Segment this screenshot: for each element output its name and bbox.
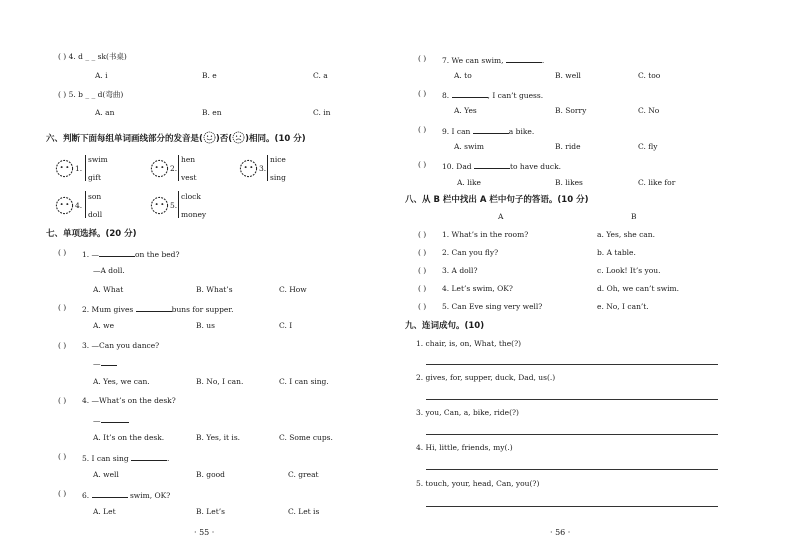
sentence-5-answer-line[interactable]: [426, 506, 718, 507]
s7q2-option-b[interactable]: B. us: [196, 321, 215, 330]
q4-option-b[interactable]: B. e: [202, 71, 217, 80]
q7-option-c[interactable]: C. too: [638, 71, 661, 80]
q7-blank[interactable]: [506, 55, 545, 65]
left-page-number: · 55 ·: [194, 528, 215, 537]
s7q2-stem: [82, 304, 234, 314]
s7q6-bracket[interactable]: ( ): [58, 489, 67, 498]
pair-4-number: 4.: [75, 201, 83, 210]
q8-stem: [442, 90, 543, 100]
s7q3-reply-blank[interactable]: [101, 359, 117, 366]
q7-stem: [442, 55, 544, 65]
match-4-b: d. Oh, we can’t swim.: [597, 284, 680, 293]
s7q6-blank[interactable]: [92, 490, 128, 498]
sentence-2-answer-line[interactable]: [426, 399, 718, 400]
s7q5-option-b[interactable]: B. good: [196, 470, 225, 479]
pair-5-word-2: money: [181, 210, 207, 219]
sad-face-icon: [232, 131, 245, 144]
q7-stem-a: 7. We can swim,: [442, 56, 504, 65]
s7q2-stem-b: buns for supper.: [171, 305, 234, 314]
s7q3-option-a[interactable]: A. Yes, we can.: [93, 377, 150, 386]
q9-stem-b: a bike.: [508, 127, 535, 136]
smiley-face-icon: [203, 131, 216, 144]
q9-stem: [442, 126, 534, 136]
q4-stem: ( ) 4. d _ _ sk(书桌): [58, 52, 127, 61]
pair-3-word-1: nice: [270, 155, 286, 164]
s7q6-stem: [82, 490, 170, 500]
match-5-b: e. No, I can’t.: [597, 302, 649, 311]
pair-3-number: 3.: [259, 164, 267, 173]
q7-option-a[interactable]: A. to: [454, 71, 472, 80]
pair-2-word-1: hen: [181, 155, 196, 164]
q10-option-c[interactable]: C. like for: [638, 178, 676, 187]
s7q4-stem: 4. —What’s on the desk?: [82, 396, 176, 405]
match-2-b: b. A table.: [597, 248, 636, 257]
sentence-3-words: 3. you, Can, a, bike, ride(?): [416, 408, 519, 417]
match-1-b: a. Yes, she can.: [597, 230, 655, 239]
q8-option-a[interactable]: A. Yes: [454, 106, 477, 115]
match-3-a: 3. A doll?: [442, 266, 478, 275]
s7q6-stem-a: 6.: [82, 491, 90, 500]
column-b-header: B: [631, 212, 637, 221]
q5-option-a[interactable]: A. an: [95, 108, 115, 117]
pair-5-word-1: clock: [181, 192, 201, 201]
s7q1-bracket[interactable]: ( ): [58, 248, 67, 257]
pair-1-bracket: [85, 155, 86, 181]
pair-1-word-2: gift: [88, 173, 101, 182]
pair-2-number: 2.: [170, 164, 178, 173]
section-6-title-a: 六、判断下面每组单词画线部分的发音是(: [46, 134, 203, 144]
column-a-header: A: [498, 212, 504, 221]
pair-3-word-2: sing: [270, 173, 286, 182]
s7q4-bracket[interactable]: ( ): [58, 396, 67, 405]
s7q6-option-b[interactable]: B. Let’s: [196, 507, 225, 516]
q10-stem-a: 10. Dad: [442, 162, 472, 171]
sentence-1-answer-line[interactable]: [426, 364, 718, 365]
q10-option-b[interactable]: B. likes: [555, 178, 583, 187]
s7q1-blank[interactable]: [99, 249, 135, 257]
q9-option-c[interactable]: C. fly: [638, 142, 658, 151]
sentence-3-answer-line[interactable]: [426, 434, 718, 435]
pair-4-answer-face-icon[interactable]: [55, 196, 74, 215]
pair-2-answer-face-icon[interactable]: [150, 159, 169, 178]
section-7-heading: 七、单项选择。(20 分): [46, 229, 137, 239]
q5-stem: ( ) 5. b _ _ d(弯曲): [58, 90, 124, 99]
pair-4-word-1: son: [88, 192, 102, 201]
s7q5-option-a[interactable]: A. well: [93, 470, 119, 479]
s7q4-reply-blank[interactable]: [101, 415, 129, 423]
section-8-heading: 八、从 B 栏中找出 A 栏中句子的答语。(10 分): [405, 195, 589, 205]
s7q3-stem: 3. —Can you dance?: [82, 341, 160, 350]
pair-1-number: 1.: [75, 164, 83, 173]
pair-3-answer-face-icon[interactable]: [239, 159, 258, 178]
match-5-bracket[interactable]: ( ): [418, 302, 427, 311]
pair-4-bracket: [85, 191, 86, 218]
s7q4-reply: [93, 415, 129, 425]
s7q5-option-c[interactable]: C. great: [288, 470, 319, 479]
section-6-title-b: )否(: [215, 134, 233, 144]
pair-2-bracket: [178, 155, 179, 181]
s7q3-bracket[interactable]: ( ): [58, 341, 67, 350]
q7-stem-b: .: [541, 56, 545, 65]
q8-stem-b: , I can’t guess.: [487, 91, 544, 100]
q9-blank[interactable]: [473, 126, 509, 134]
s7q2-option-a[interactable]: A. we: [93, 321, 115, 330]
match-2-bracket[interactable]: ( ): [418, 248, 427, 257]
s7q4-reply-dash: —: [93, 416, 101, 425]
s7q5-bracket[interactable]: ( ): [58, 452, 67, 461]
s7q5-stem-b: .: [167, 454, 170, 463]
s7q1-option-b[interactable]: B. What’s: [196, 285, 233, 294]
q7-option-b[interactable]: B. well: [555, 71, 581, 80]
q10-option-a[interactable]: A. like: [457, 178, 481, 187]
q10-bracket[interactable]: ( ): [418, 160, 427, 169]
s7q1-stem-b: on the bed?: [135, 250, 180, 259]
pair-3-bracket: [267, 155, 268, 181]
match-1-bracket[interactable]: ( ): [418, 230, 427, 239]
q8-bracket[interactable]: ( ): [418, 89, 427, 98]
q8-blank[interactable]: [452, 90, 488, 98]
s7q1-option-a[interactable]: A. What: [93, 285, 124, 294]
pair-5-number: 5.: [170, 201, 178, 210]
s7q6-stem-b: swim, OK?: [129, 491, 171, 500]
match-4-bracket[interactable]: ( ): [418, 284, 427, 293]
q8-option-b[interactable]: B. Sorry: [555, 106, 587, 115]
s7q1-reply: —A doll.: [93, 266, 125, 275]
s7q2-option-c[interactable]: C. I: [279, 321, 293, 330]
pair-5-bracket: [178, 191, 179, 218]
s7q1-stem-a: 1. —: [82, 250, 100, 259]
section-9-heading: 九、连词成句。(10): [405, 321, 485, 331]
s7q6-option-c[interactable]: C. Let is: [288, 507, 320, 516]
s7q4-option-a[interactable]: A. It’s on the desk.: [93, 433, 165, 442]
section-6-heading: [46, 131, 306, 144]
sentence-5-words: 5. touch, your, head, Can, you(?): [416, 479, 540, 488]
q4-option-a[interactable]: A. i: [95, 71, 108, 80]
q10-stem: [442, 161, 561, 171]
s7q1-option-c[interactable]: C. How: [279, 285, 307, 294]
pair-1-word-1: swim: [88, 155, 108, 164]
sentence-4-answer-line[interactable]: [426, 469, 718, 470]
sentence-2-words: 2. gives, for, supper, duck, Dad, us(.): [416, 373, 556, 382]
q9-option-a[interactable]: A. swim: [454, 142, 484, 151]
s7q3-option-c[interactable]: C. I can sing.: [279, 377, 329, 386]
match-3-b: c. Look! It’s you.: [597, 266, 661, 275]
pair-4-word-2: doll: [88, 210, 103, 219]
s7q3-option-b[interactable]: B. No, I can.: [196, 377, 244, 386]
s7q3-reply-dash: —: [93, 359, 101, 368]
s7q5-stem: [82, 453, 169, 463]
right-page-number: · 56 ·: [550, 528, 571, 537]
q4-option-c[interactable]: C. a: [313, 71, 328, 80]
pair-1-answer-face-icon[interactable]: [55, 159, 74, 178]
s7q5-stem-a: 5. I can sing: [82, 454, 129, 463]
match-3-bracket[interactable]: ( ): [418, 266, 427, 275]
match-5-a: 5. Can Eve sing very well?: [442, 302, 543, 311]
s7q6-option-a[interactable]: A. Let: [93, 507, 116, 516]
match-2-a: 2. Can you fly?: [442, 248, 499, 257]
sentence-1-words: 1. chair, is, on, What, the(?): [416, 339, 522, 348]
q8-option-c[interactable]: C. No: [638, 106, 660, 115]
q8-stem-a: 8.: [442, 91, 450, 100]
s7q2-blank[interactable]: [136, 304, 172, 312]
s7q3-reply: [93, 359, 117, 368]
s7q4-option-b[interactable]: B. Yes, it is.: [196, 433, 241, 442]
sentence-4-words: 4. Hi, little, friends, my(.): [416, 443, 513, 452]
s7q2-stem-a: 2. Mum gives: [82, 305, 134, 314]
q10-stem-b: to have duck.: [510, 162, 562, 171]
s7q1-stem: [82, 249, 180, 259]
pair-2-word-2: vest: [181, 173, 197, 182]
q5-option-b[interactable]: B. en: [202, 108, 222, 117]
s7q4-option-c[interactable]: C. Some cups.: [279, 433, 333, 442]
q7-bracket[interactable]: ( ): [418, 54, 427, 63]
s7q5-blank[interactable]: [131, 453, 170, 463]
q9-option-b[interactable]: B. ride: [555, 142, 581, 151]
q9-bracket[interactable]: ( ): [418, 125, 427, 134]
match-4-a: 4. Let’s swim, OK?: [442, 284, 513, 293]
s7q2-bracket[interactable]: ( ): [58, 303, 67, 312]
q9-stem-a: 9. I can: [442, 127, 471, 136]
q5-option-c[interactable]: C. in: [313, 108, 331, 117]
section-6-title-c: )相同。(10 分): [245, 134, 306, 144]
pair-5-answer-face-icon[interactable]: [150, 196, 169, 215]
match-1-a: 1. What’s in the room?: [442, 230, 529, 239]
q10-blank[interactable]: [474, 161, 510, 169]
